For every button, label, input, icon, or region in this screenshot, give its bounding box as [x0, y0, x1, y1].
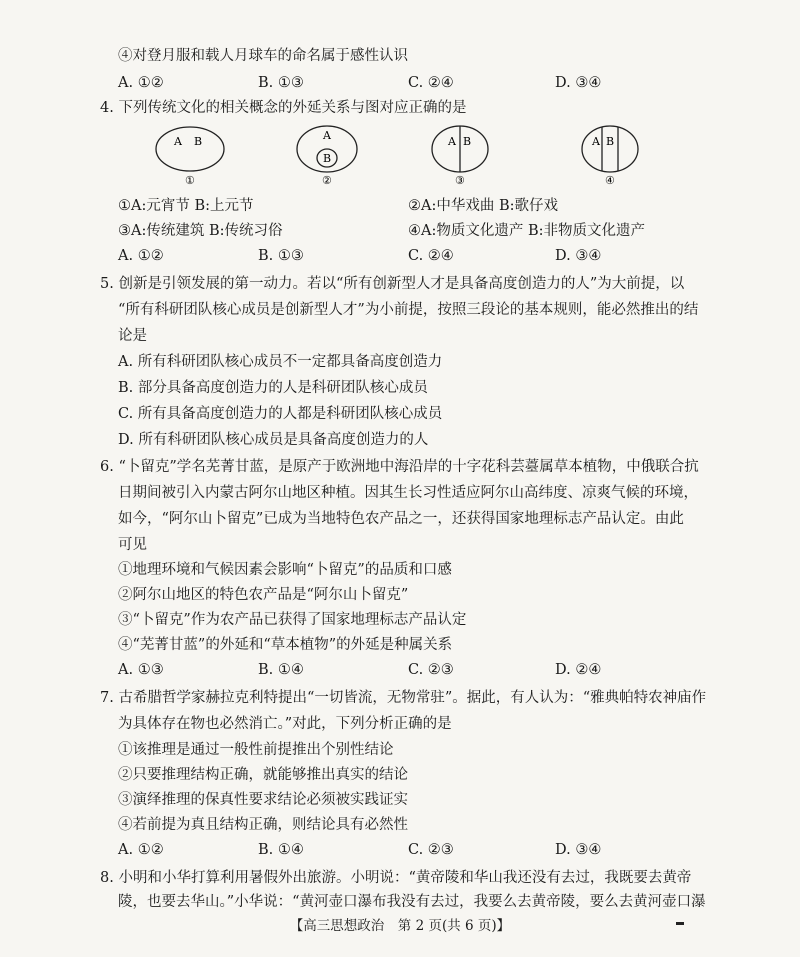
q7-option-b: B. ①④	[258, 842, 304, 858]
diagram-4-number: ④	[605, 174, 615, 187]
q4-stem: 4. 下列传统文化的相关概念的外延关系与图对应正确的是	[100, 100, 467, 116]
q5-stem-line-1: 5. 创新是引领发展的第一动力。若以“所有创新型人才是具备高度创造力的人”为大前提，以	[100, 276, 685, 292]
q6-option-b: B. ①④	[258, 662, 304, 678]
q7-item-2: ②只要推理结构正确，就能够推出真实的结论	[118, 767, 408, 783]
q6-stem-line-3: 如今，“阿尔山卜留克”已成为当地特色农产品之一，还获得国家地理标志产品认定。由此	[118, 511, 684, 527]
diagram-2-label-a: A	[323, 129, 331, 142]
page-footer: 【高三思想政治 第 2 页(共 6 页)】	[289, 918, 511, 934]
diagram-4	[580, 124, 670, 194]
q3-option-c: C. ②④	[408, 75, 454, 91]
diagram-2-label-b: B	[323, 152, 332, 165]
diagram-3-label-b: B	[463, 135, 472, 148]
q8-stem-line-2: 陵，也要去华山。”小华说：“黄河壶口瀑布我没有去过，我要么去黄帝陵，要么去黄河壶口瀑	[118, 894, 706, 910]
q6-option-d: D. ②④	[555, 662, 602, 678]
q8-stem-line-1: 8. 小明和小华打算利用暑假外出旅游。小明说：“黄帝陵和华山我还没有去过，我既要去黄帝	[100, 870, 692, 886]
diagram-3-number: ③	[455, 174, 465, 187]
q3-item-4: ④对登月服和载人月球车的命名属于感性认识	[118, 48, 408, 64]
q4-option-c: C. ②④	[408, 248, 454, 264]
q5-option-c: C. 所有具备高度创造力的人都是科研团队核心成员	[118, 406, 443, 422]
q4-item-1: ①A:元宵节 B:上元节	[118, 198, 254, 214]
q4-item-4: ④A:物质文化遗产 B:非物质文化遗产	[408, 223, 646, 239]
q7-stem-line-1: 7. 古希腊哲学家赫拉克利特提出“一切皆流，无物常驻”。据此，有人认为：“雅典帕特农神庙作	[100, 690, 707, 706]
q7-item-3: ③演绎推理的保真性要求结论必须被实践证实	[118, 792, 408, 808]
q6-option-c: C. ②③	[408, 662, 454, 678]
q5-stem-line-2: “所有科研团队核心成员是创新型人才”为小前提，按照三段论的基本规则，能必然推出的结	[118, 302, 699, 318]
q3-option-a: A. ①②	[118, 75, 164, 91]
diagram-1	[150, 124, 240, 194]
q7-option-a: A. ①②	[118, 842, 164, 858]
q7-item-1: ①该推理是通过一般性前提推出个别性结论	[118, 742, 394, 758]
q6-stem-line-4: 可见	[118, 537, 147, 553]
diagram-3-label-a: A	[448, 135, 456, 148]
q5-option-b: B. 部分具备高度创造力的人是科研团队核心成员	[118, 380, 428, 396]
q7-item-4: ④若前提为真且结构正确，则结论具有必然性	[118, 817, 408, 833]
diagram-1-label-a: A	[174, 135, 182, 148]
q6-item-2: ②阿尔山地区的特色农产品是“阿尔山卜留克”	[118, 587, 409, 603]
q4-item-3: ③A:传统建筑 B:传统习俗	[118, 223, 283, 239]
q4-option-d: D. ③④	[555, 248, 602, 264]
q5-stem-line-3: 论是	[118, 328, 147, 344]
q4-diagrams	[150, 124, 670, 194]
q6-item-4: ④“芜菁甘蓝”的外延和“草本植物”的外延是种属关系	[118, 637, 453, 653]
q7-option-c: C. ②③	[408, 842, 454, 858]
diagram-4-label-a: A	[592, 135, 600, 148]
diagram-1-label-b: B	[194, 135, 203, 148]
diagram-2-number: ②	[322, 174, 332, 187]
q5-option-d: D. 所有科研团队核心成员是具备高度创造力的人	[118, 432, 429, 448]
q6-stem-line-1: 6. “卜留克”学名芜菁甘蓝，是原产于欧洲地中海沿岸的十字花科芸薹属草本植物，中俄联合抗	[100, 459, 699, 475]
q6-option-a: A. ①③	[118, 662, 164, 678]
footer-mark	[676, 922, 684, 925]
q4-option-b: B. ①③	[258, 248, 304, 264]
q3-option-d: D. ③④	[555, 75, 602, 91]
q6-item-3: ③“卜留克”作为农产品已获得了国家地理标志产品认定	[118, 612, 467, 628]
q3-option-b: B. ①③	[258, 75, 304, 91]
diagram-3	[430, 124, 520, 194]
diagram-2	[295, 124, 385, 194]
diagram-1-number: ①	[185, 174, 195, 187]
diagram-4-label-b: B	[606, 135, 615, 148]
q5-option-a: A. 所有科研团队核心成员不一定都具备高度创造力	[118, 354, 443, 370]
q4-option-a: A. ①②	[118, 248, 164, 264]
q7-option-d: D. ③④	[555, 842, 602, 858]
q6-item-1: ①地理环境和气候因素会影响“卜留克”的品质和口感	[118, 562, 452, 578]
q6-stem-line-2: 日期间被引入内蒙古阿尔山地区种植。因其生长习性适应阿尔山高纬度、凉爽气候的环境，	[118, 485, 698, 501]
q4-item-2: ②A:中华戏曲 B:歌仔戏	[408, 198, 559, 214]
q7-stem-line-2: 为具体存在物也必然消亡。”对此，下列分析正确的是	[118, 716, 452, 732]
